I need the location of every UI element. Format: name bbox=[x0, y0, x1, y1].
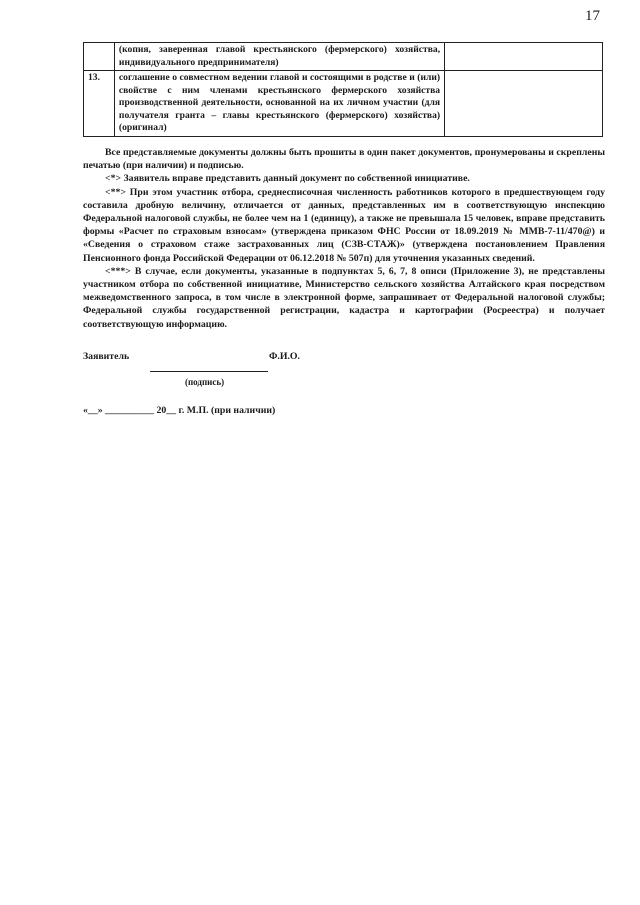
signature-caption: (подпись) bbox=[185, 377, 225, 387]
applicant-label: Заявитель bbox=[83, 351, 130, 362]
page-number: 17 bbox=[585, 8, 600, 24]
paragraph: <***> В случае, если документы, указанные в подпунктах 5, 6, 7, 8 описи (Приложение 3), не представлены участником отбора по собственной инициативе, Министерство сельского хозяйства Алтайского края посредством межведомственного запроса, в том числе в электронной форме, запрашивает от Федеральной налоговой службы; Федеральной службы государственной регистрации, кадастра и картографии (Росреестра) и получает соответствующую информацию. bbox=[83, 265, 605, 330]
signature-line bbox=[150, 371, 268, 372]
row-number bbox=[84, 43, 115, 71]
table-row bbox=[84, 71, 603, 137]
documents-table bbox=[83, 42, 603, 137]
paragraph: <*> Заявитель вправе представить данный документ по собственной инициативе. bbox=[105, 173, 470, 185]
row-number: 13. bbox=[84, 71, 115, 137]
fio-label: Ф.И.О. bbox=[269, 351, 301, 362]
row-description: (копия, заверенная главой крестьянского (фермерского) хозяйства, индивидуального предпринимателя) bbox=[114, 43, 444, 71]
notes-body bbox=[83, 146, 605, 331]
row-extra-cell bbox=[445, 71, 603, 137]
paragraph: Все представляемые документы должны быть прошиты в один пакет документов, пронумерованы и скреплены печатью (при наличии) и подписью. bbox=[83, 147, 605, 172]
paragraph: <**> При этом участник отбора, среднесписочная численность работников которого в предшествующем году составила дробную величину, отличается от данных, представленных им в соответствующую инспекцию Федеральной налоговой службы, не более чем на 1 (единицу), а также не превышала 15 человек, вправе представить формы «Расчет по страховым взносам» (утверждена приказом ФНС России от 18.09.2019 № ММВ-7-11/470@) и «Сведения о страховом стаже застрахованных лиц (СЗВ-СТАЖ)» (утверждена постановлением Правления Пенсионного фонда Российской Федерации от 06.12.2018 № 507п) для уточнения указанных сведений. bbox=[83, 186, 605, 264]
row-description: соглашение о совместном ведении главой и состоящими в родстве и (или) свойстве с ним членами крестьянского фермерского хозяйства производственной деятельности, основанной на их личном участии (для получателя гранта – главы крестьянского (фермерского) хозяйства) (оригинал) bbox=[114, 71, 444, 137]
table-row bbox=[84, 43, 603, 71]
row-extra-cell bbox=[445, 43, 603, 71]
date-line: «__» __________ 20__ г. М.П. (при наличии) bbox=[83, 405, 276, 416]
